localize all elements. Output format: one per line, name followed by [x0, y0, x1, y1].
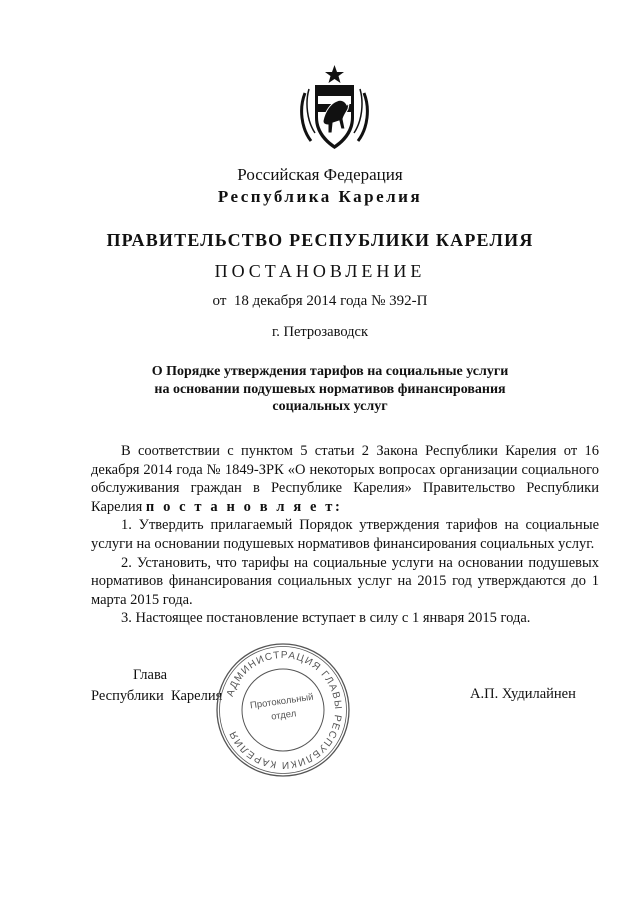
decree-date-number: от 18 декабря 2014 года № 392-П	[212, 293, 428, 309]
country-name: Российская Федерация	[237, 165, 403, 184]
decree-item-3: 3. Настоящее постановление вступает в силу с 1 января 2015 года.	[121, 610, 531, 627]
official-stamp	[213, 640, 353, 780]
svg-text:отдел: отдел	[270, 708, 297, 723]
svg-text:Протокольный: Протокольный	[249, 691, 315, 712]
decree-item-1: 1. Утвердить прилагаемый Порядок утверждения тарифов на социальные услуги на основании подушевых нормативов финансирования социальных услуг.	[91, 517, 599, 552]
city-name: г. Петрозаводск	[271, 324, 369, 340]
signatory-name: А.П. Худилайнен	[470, 686, 576, 702]
position-line: Республики Карелия	[91, 688, 223, 704]
karelia-coat-of-arms-icon	[297, 63, 372, 153]
preamble-paragraph	[91, 442, 599, 516]
document-body	[91, 442, 599, 628]
decree-item-2: 2. Установить, что тарифы на социальные услуги на основании подушевых нормативов финансирования социальных услуг на 2015 год утверждаются до 1 марта 2015 года.	[91, 554, 599, 608]
document-title	[100, 363, 560, 416]
title-line: О Порядке утверждения тарифов на социальные услуги	[151, 364, 509, 379]
title-line: на основании подушевых нормативов финансирования	[154, 381, 506, 397]
title-line: социальных услуг	[272, 399, 388, 414]
position-line: Глава	[133, 667, 168, 683]
republic-name: Республика Карелия	[217, 187, 423, 206]
svg-text:АДМИНИСТРАЦИЯ ГЛАВЫ РЕСПУБЛИКИ: АДМИНИСТРАЦИЯ ГЛАВЫ РЕСПУБЛИКИ КАРЕЛИЯ	[224, 649, 344, 771]
signatory-position	[91, 665, 222, 707]
decree-word: п о с т а н о в л я е т:	[145, 498, 343, 515]
document-type: ПОСТАНОВЛЕНИЕ	[214, 261, 426, 281]
preamble-text: В соответствии с пунктом 5 статьи 2 Закона Республики Карелия от 16 декабря 2014 года № 1849-ЗРК «О некоторых вопросах организации социального обслуживания граждан в Республике Карелия» Правительство Республики Карелия	[91, 443, 599, 515]
government-heading: ПРАВИТЕЛЬСТВО РЕСПУБЛИКИ КАРЕЛИЯ	[106, 230, 534, 250]
